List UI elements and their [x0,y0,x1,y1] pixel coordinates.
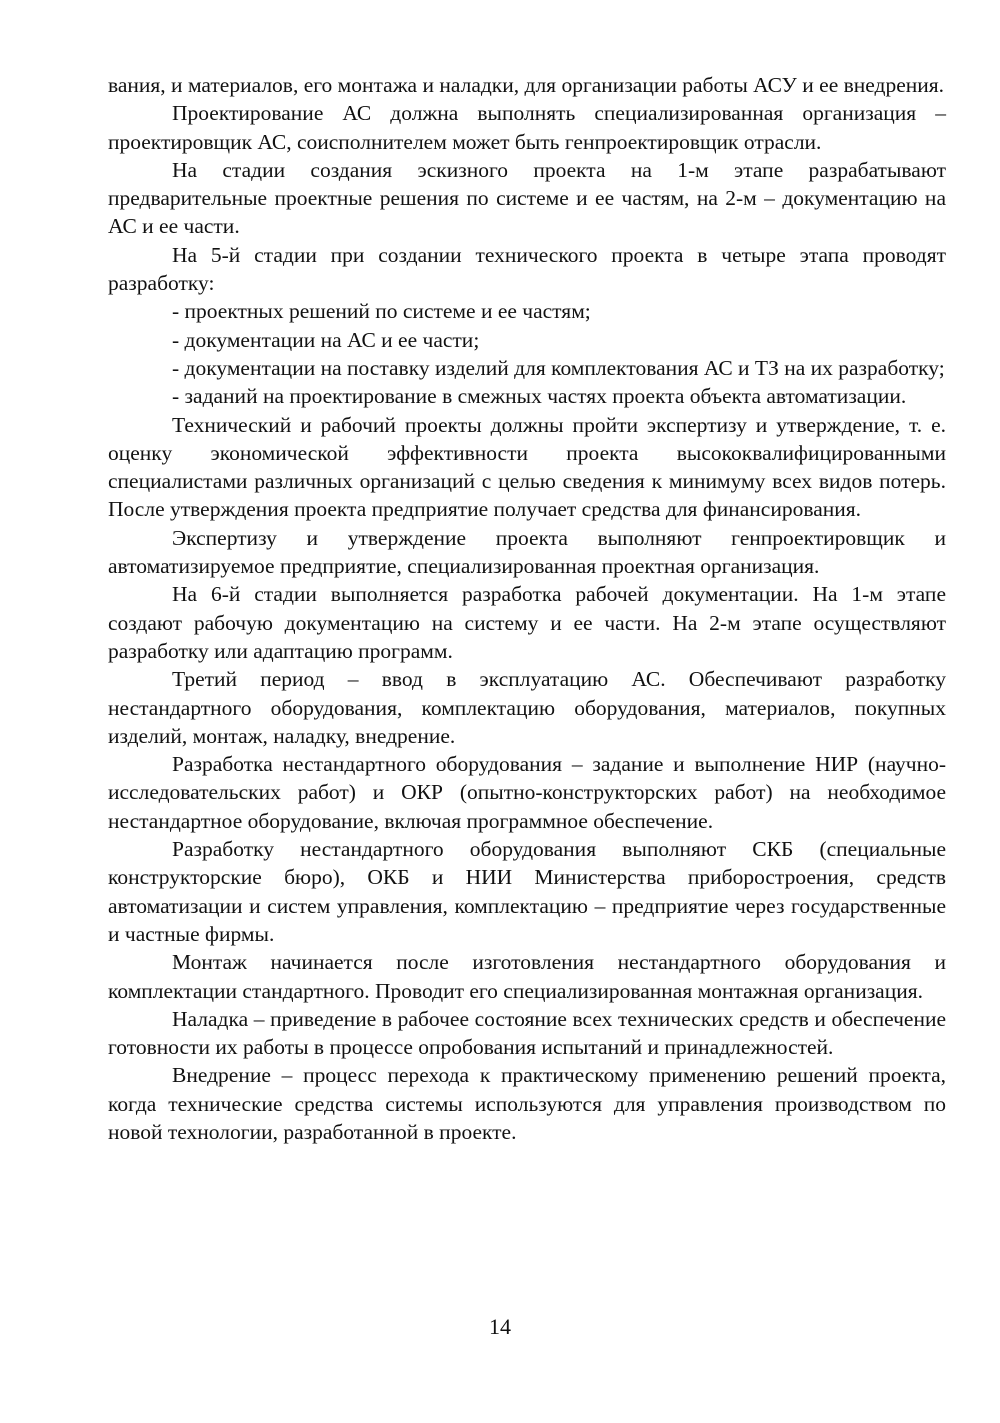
paragraph: Монтаж начинается после изготовления нестандартного оборудования и комплектации стандартного. Проводит его специализированная монтажная организация. [108,950,946,1003]
paragraph: Разработка нестандартного оборудования – задание и выполнение НИР (научно-исследовательских работ) и ОКР (опытно-конструкторских работ) на необходимое нестандартное оборудование, включая программное обеспечение. [108,752,946,833]
paragraph: Внедрение – процесс перехода к практическому применению решений проекта, когда технические средства системы используются для управления производством по новой технологии, разработанной в проекте. [108,1063,946,1144]
paragraph: Проектирование АС должна выполнять специализированная организация – проектировщик АС, соисполнителем может быть генпроектировщик отрасли. [108,101,946,154]
list-item: - проектных решений по системе и ее частям; [172,299,591,324]
paragraph: Технический и рабочий проекты должны пройти экспертизу и утверждение, т. е. оценку экономической эффективности проекта высококвалифицированными специалистами различных организаций с целью сведения к минимуму всех видов потерь. После утверждения проекта предприятие получает средства для финансирования. [108,412,946,522]
list-item: - заданий на проектирование в смежных частях проекта объекта автоматизации. [172,384,907,409]
paragraph: Экспертизу и утверждение проекта выполняют генпроектировщик и автоматизируемое предприятие, специализированная проектная организация. [108,525,946,579]
paragraph: Наладка – приведение в рабочее состояние всех технических средств и обеспечение готовности их работы в процессе опробования испытаний и принадлежностей. [108,1006,946,1060]
paragraph: На 5-й стадии при создании технического проекта в четыре этапа проводят разработку: [108,242,946,296]
paragraph: Третий период – ввод в эксплуатацию АС. Обеспечивают разработку нестандартного оборудования, комплектацию оборудования, материалов, покупных изделий, монтаж, наладку, внедрение. [108,667,946,748]
list-item: - документации на поставку изделий для комплектования АС и ТЗ на их разработку; [172,355,945,380]
paragraph: Разработку нестандартного оборудования выполняют СКБ (специальные конструкторские бюро), ОКБ и НИИ Министерства приборостроения, средств автоматизации и систем управления, комплектацию – предприятие через государственные и частные фирмы. [108,837,946,946]
paragraph: вания, и материалов, его монтажа и наладки, для организации работы АСУ и ее внедрения. [108,73,945,97]
body-text [108,71,946,1146]
paragraph: На стадии создания эскизного проекта на 1-м этапе разрабатывают предварительные проектные решения по системе и ее частям, на 2-м – документацию на АС и ее части. [108,157,946,239]
list-item: - документации на АС и ее части; [172,327,480,352]
page-number: 14 [489,1314,511,1339]
paragraph: На 6-й стадии выполняется разработка рабочей документации. На 1-м этапе создают рабочую документацию на систему и ее части. На 2-м этапе осуществляют разработку или адаптацию программ. [108,582,946,663]
